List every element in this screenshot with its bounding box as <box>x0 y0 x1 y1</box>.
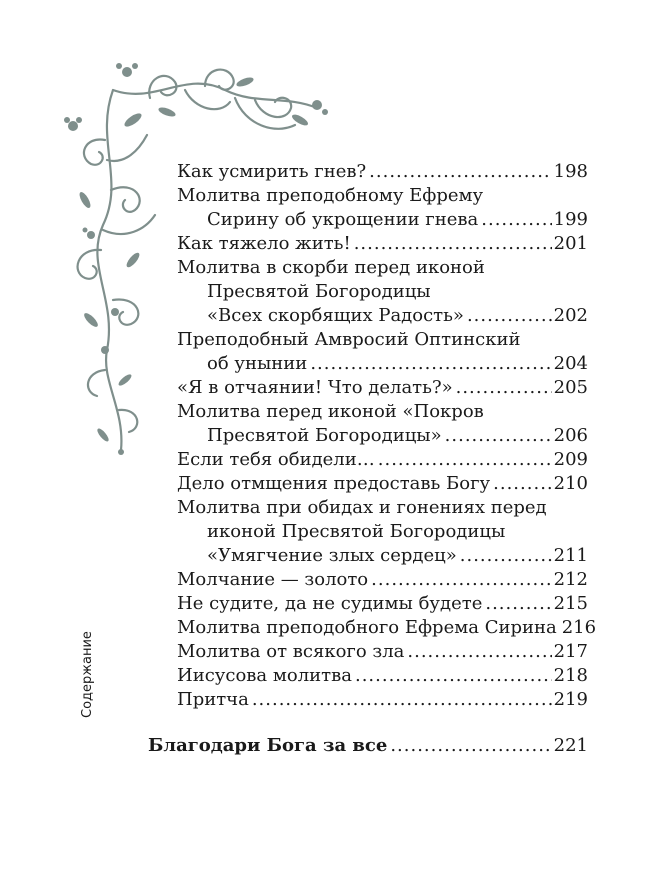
toc-entry-line <box>177 544 588 568</box>
toc-entry-title: Дело отмщения предоставь Богу <box>177 472 493 496</box>
toc-entry-title: Пресвятой Богородицы <box>207 280 434 304</box>
toc-entry[interactable] <box>177 664 588 688</box>
toc-entry-page: 210 <box>553 473 588 494</box>
leader-dots <box>371 568 551 592</box>
toc-entry-title: Притча <box>177 688 252 712</box>
running-head: Содержание <box>80 631 95 718</box>
toc-entry-line <box>177 688 588 712</box>
toc-entry[interactable] <box>177 496 588 568</box>
toc-entry-page: 219 <box>553 689 588 710</box>
toc-entry-page: 201 <box>553 233 588 254</box>
toc-entry-title: «Умягчение злых сердец» <box>207 544 460 568</box>
toc-entry-title: Молитва преподобного Ефрема Сирина <box>177 616 560 640</box>
toc-entry-line <box>177 304 588 328</box>
toc-entry-page: 204 <box>553 353 588 374</box>
toc-entry-line <box>177 472 588 496</box>
toc-entry-page: 206 <box>553 425 588 446</box>
leader-dots <box>390 734 551 758</box>
toc-entry[interactable] <box>177 256 588 328</box>
toc-entry-page: 211 <box>553 545 588 566</box>
toc-entry-line <box>177 400 588 424</box>
toc-entry-page: 217 <box>553 641 588 662</box>
toc-entry-line <box>177 664 588 688</box>
toc-entry[interactable] <box>177 160 588 184</box>
leader-dots <box>467 304 552 328</box>
leader-dots <box>445 424 552 448</box>
toc-entry-title: Как тяжело жить! <box>177 232 354 256</box>
toc-entry[interactable] <box>177 616 597 640</box>
toc-entry-line <box>177 256 588 280</box>
toc-entry[interactable] <box>177 640 588 664</box>
toc-entry[interactable] <box>177 568 588 592</box>
toc-entry-title: Если тебя обидели… <box>177 448 378 472</box>
toc-entry-title: Пресвятой Богородицы» <box>207 424 445 448</box>
toc-entry-line <box>177 568 588 592</box>
toc-entry-title: Молитва от всякого зла <box>177 640 407 664</box>
toc-entry[interactable] <box>177 400 588 448</box>
leader-dots <box>456 376 552 400</box>
toc-entry-page: 202 <box>553 305 588 326</box>
toc-entry[interactable] <box>177 376 588 400</box>
toc-final-page: 221 <box>553 735 588 756</box>
toc-entry-line <box>177 208 588 232</box>
leader-dots <box>355 664 552 688</box>
toc-entry-page: 199 <box>553 209 588 230</box>
toc-entry-page: 198 <box>553 161 588 182</box>
leader-dots <box>310 352 551 376</box>
toc-entry-title: об унынии <box>207 352 310 376</box>
toc-entry-title: Молитва преподобному Ефрему <box>177 184 486 208</box>
toc-entry-line <box>177 592 588 616</box>
toc-entry-title: «Я в отчаянии! Что делать?» <box>177 376 456 400</box>
toc-entry[interactable] <box>177 592 588 616</box>
toc-final-entry[interactable] <box>148 734 588 758</box>
toc-entry-title: Молитва перед иконой «Покров <box>177 400 487 424</box>
leader-dots <box>354 232 552 256</box>
toc-entry-title: Молчание — золото <box>177 568 371 592</box>
toc-entry-line <box>177 640 588 664</box>
toc-entry-title: Сирину об укрощении гнева <box>207 208 481 232</box>
leader-dots <box>481 208 551 232</box>
toc-entry[interactable] <box>177 472 588 496</box>
toc-entry-line <box>177 376 588 400</box>
toc-entry-line <box>177 280 588 304</box>
toc-entry-line <box>177 352 588 376</box>
toc-entry-line <box>177 616 597 640</box>
toc-entry-title: Преподобный Амвросий Оптинский <box>177 328 523 352</box>
toc-entry-page: 218 <box>553 665 588 686</box>
toc-entry-page: 216 <box>561 617 597 638</box>
leader-dots <box>460 544 552 568</box>
toc-final-title: Благодари Бога за все <box>148 734 390 758</box>
toc-entry[interactable] <box>177 448 588 472</box>
toc-entry-line <box>177 184 588 208</box>
toc-entry-page: 215 <box>553 593 588 614</box>
toc-entry[interactable] <box>177 328 588 376</box>
leader-dots <box>378 448 552 472</box>
toc-entry-title: Молитва в скорби перед иконой <box>177 256 488 280</box>
toc-entry-title: иконой Пресвятой Богородицы <box>207 520 508 544</box>
toc-entry-line <box>177 448 588 472</box>
toc-entry-page: 205 <box>553 377 588 398</box>
leader-dots <box>369 160 551 184</box>
leader-dots <box>252 688 552 712</box>
toc-entry-title: Иисусова молитва <box>177 664 355 688</box>
toc-entry-title: Как усмирить гнев? <box>177 160 369 184</box>
toc-entry-line <box>177 328 588 352</box>
toc-entry[interactable] <box>177 184 588 232</box>
toc-entry-title: Молитва при обидах и гонениях перед <box>177 496 550 520</box>
toc-entry-title: «Всех скорбящих Радость» <box>207 304 467 328</box>
leader-dots <box>407 640 551 664</box>
toc-entry-line <box>177 232 588 256</box>
leader-dots <box>485 592 551 616</box>
toc-entry-page: 212 <box>553 569 588 590</box>
leader-dots <box>493 472 552 496</box>
toc-entry-line <box>177 424 588 448</box>
toc-entry-title: Не судите, да не судимы будете <box>177 592 485 616</box>
toc-entry[interactable] <box>177 232 588 256</box>
toc-entry-line <box>177 520 588 544</box>
toc-entry-page: 209 <box>553 449 588 470</box>
toc-entry[interactable] <box>177 688 588 712</box>
toc-entry-line <box>177 496 588 520</box>
toc-entry-line <box>177 160 588 184</box>
